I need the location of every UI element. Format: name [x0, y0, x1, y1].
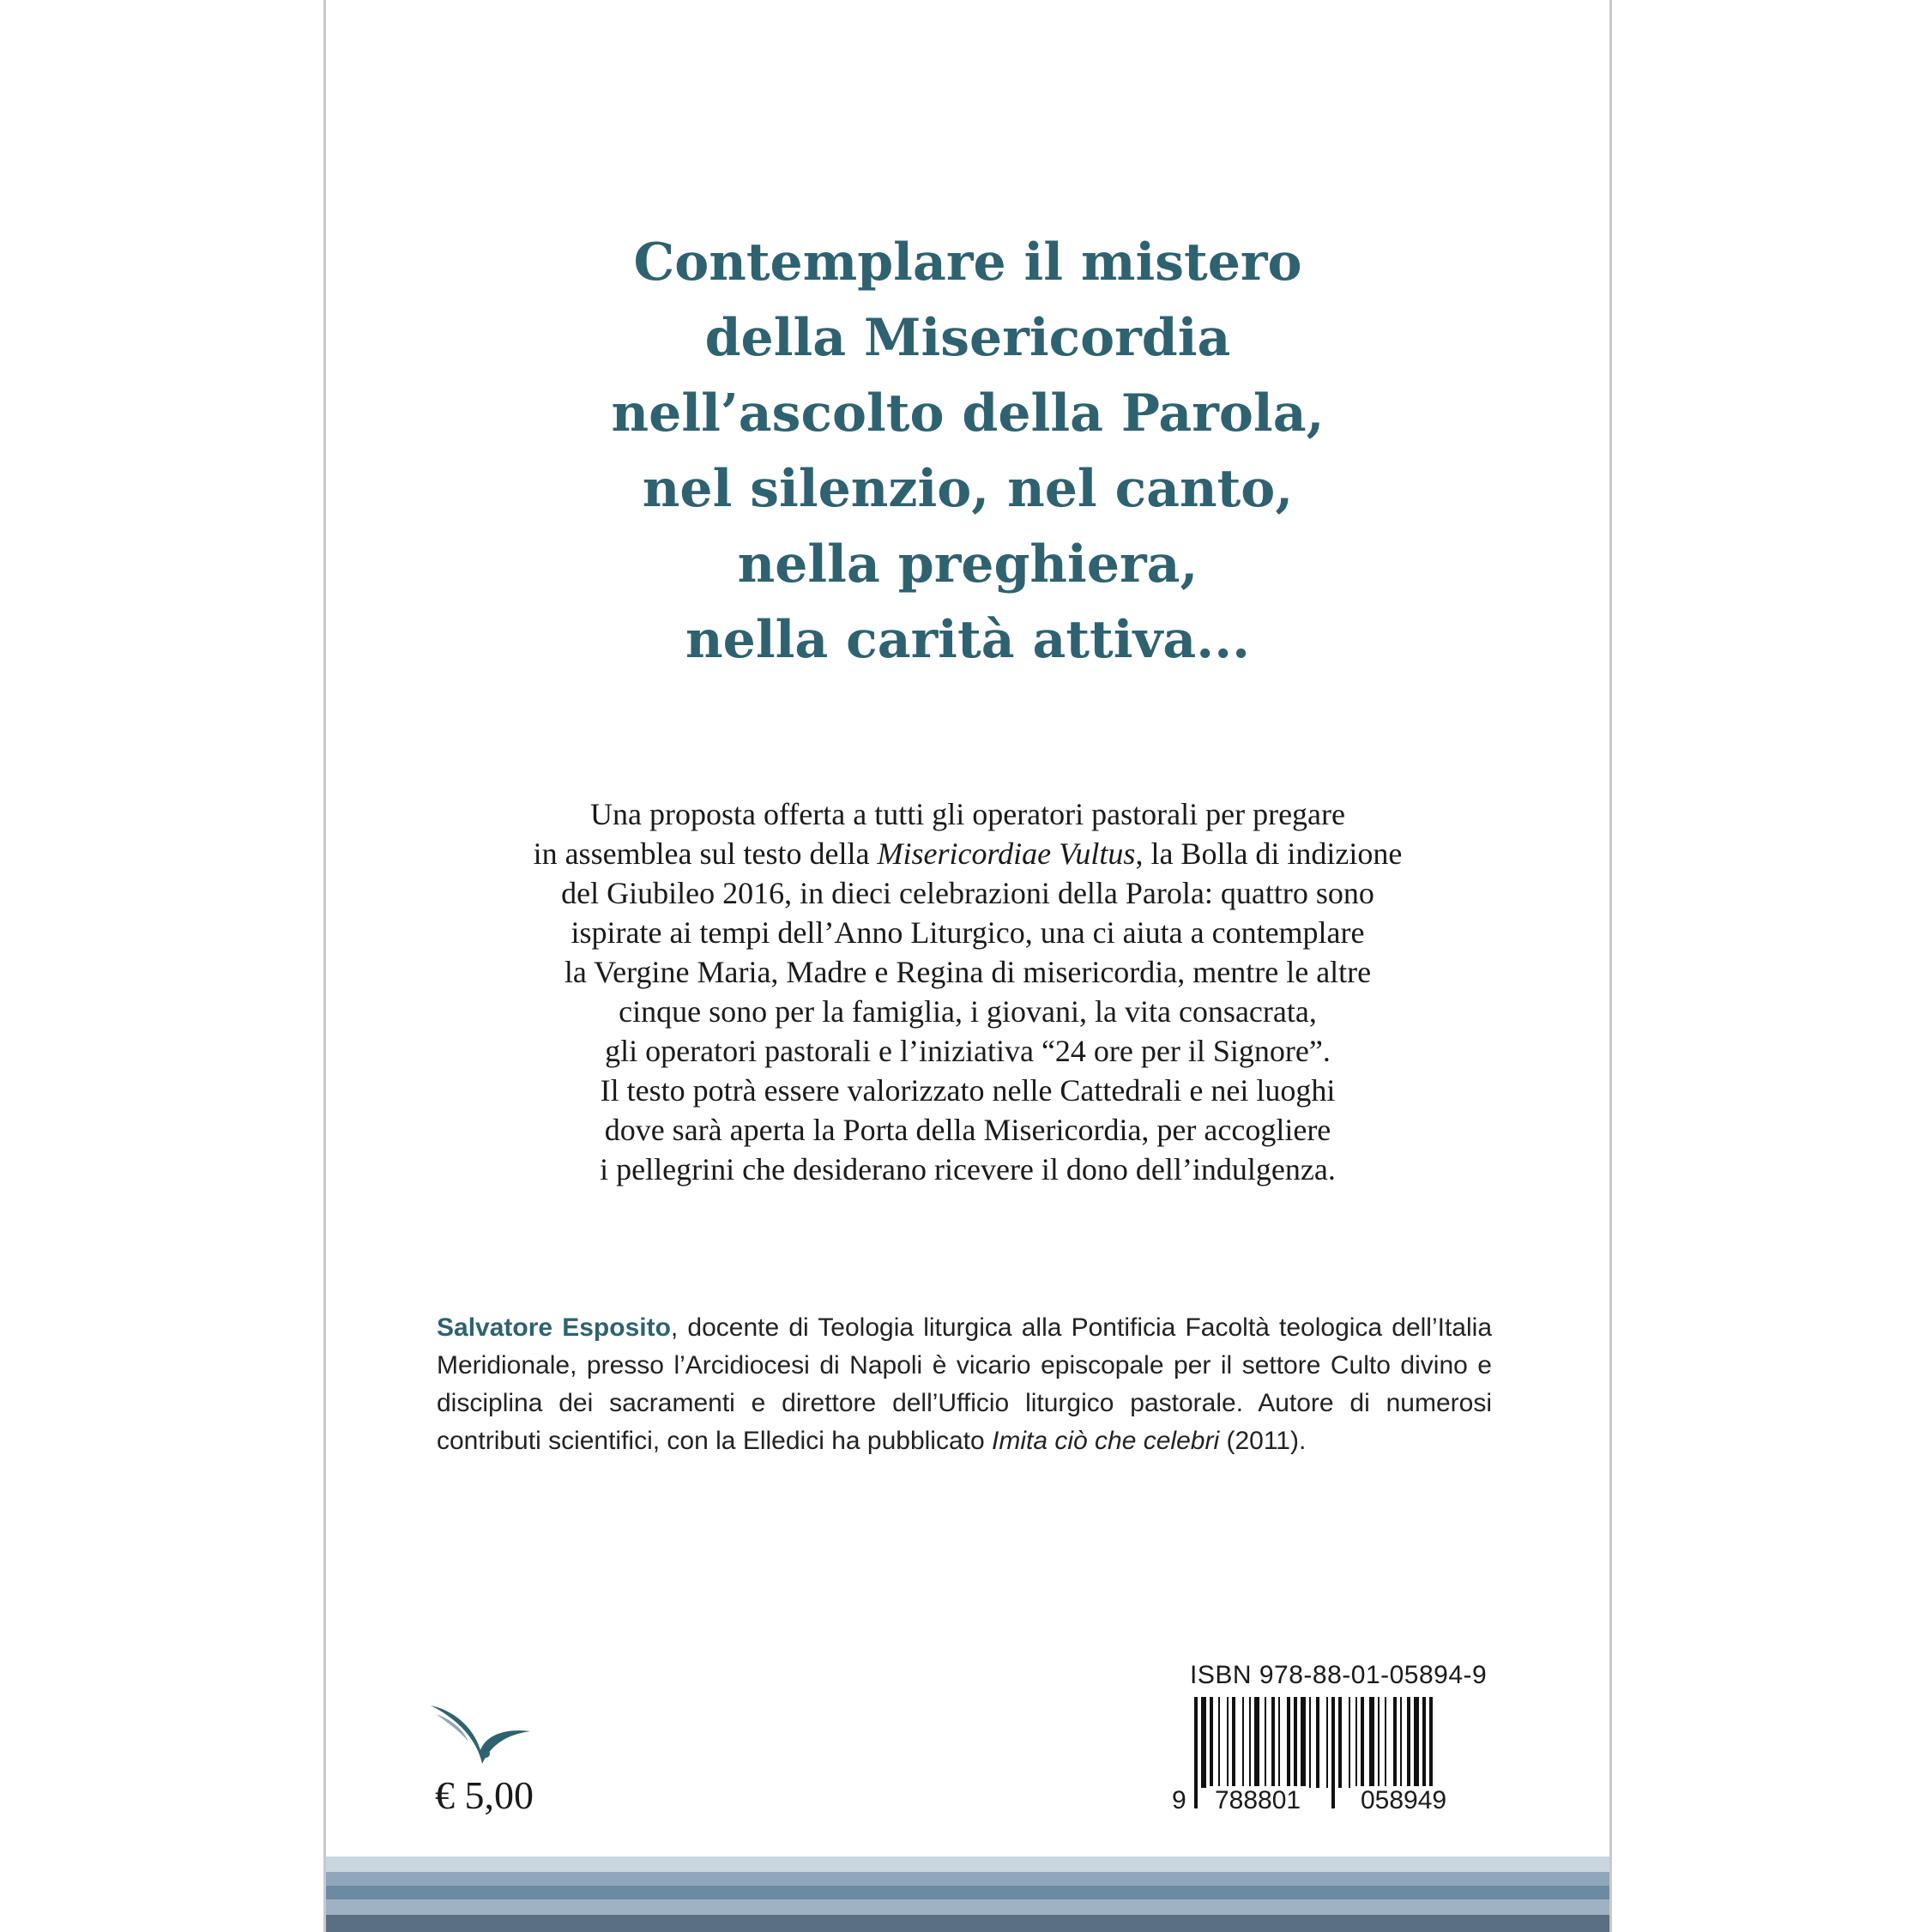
barcode-bar: [1301, 1697, 1306, 1788]
barcode-bar: [1407, 1697, 1410, 1788]
barcode-bar: [1254, 1697, 1259, 1788]
barcode-bar: [1355, 1697, 1357, 1788]
price: € 5,00: [435, 1773, 534, 1817]
stripe: [326, 1872, 1609, 1886]
author-bio-text: , docente di Teologia liturgica alla Pontificia Facoltà teologica dell’Italia Meridionale, presso l’Arcidiocesi di Napoli è vicario episcopale per il settore Culto divino e disciplina dei sacramenti e direttore dell’Ufficio liturgico pastorale. Autore di numerosi contributi scientifici, con la Elledici ha pubblicato: [437, 1313, 1493, 1455]
stripe: [326, 1915, 1609, 1932]
blurb-line: del Giubileo 2016, in dieci celebrazioni della Parola: quattro sono: [561, 876, 1374, 910]
blurb-line: ispirate ai tempi dell’Anno Liturgico, una ci aiuta a contemplare: [571, 915, 1365, 950]
barcode-bar: [1232, 1697, 1235, 1788]
book-back-cover: [323, 0, 1612, 1932]
barcode-bar: [1210, 1697, 1213, 1788]
stripe: [326, 1899, 1609, 1915]
headline-line: nel silenzio, nel canto,: [642, 459, 1294, 519]
headline-line: Contemplare il mistero: [633, 232, 1302, 293]
barcode-bar: [1422, 1697, 1426, 1788]
author-name: Salvatore Esposito: [437, 1313, 671, 1342]
barcode-bar: [1242, 1697, 1244, 1788]
barcode-digits: [1167, 1786, 1510, 1820]
author-book-title: Imita ciò che celebri: [992, 1427, 1220, 1455]
headline-line: nella preghiera,: [737, 534, 1198, 595]
blurb-line: gli operatori pastorali e l’iniziativa “24 ore per il Signore”.: [605, 1034, 1331, 1068]
author-bio-text: (2011).: [1219, 1427, 1307, 1455]
barcode-digits-right: 058949: [1355, 1786, 1452, 1815]
barcode-bar: [1271, 1697, 1275, 1788]
author-bio: [437, 1309, 1492, 1460]
barcode-bar: [1294, 1697, 1297, 1788]
barcode-bar: [1316, 1697, 1319, 1788]
blurb-italic-title: Misericordiae Vultus: [877, 836, 1136, 871]
isbn-label: ISBN 978-88-01-05894-9: [1190, 1661, 1488, 1689]
barcode-bar: [1249, 1697, 1251, 1788]
barcode-bar: [1338, 1697, 1342, 1788]
blurb-line: cinque sono per la famiglia, i giovani, la vita consacrata,: [619, 994, 1317, 1029]
blurb-line: i pellegrini che desiderano ricevere il dono dell’indulgenza.: [600, 1152, 1336, 1186]
barcode-bar: [1393, 1697, 1397, 1788]
barcode-bar: [1278, 1697, 1280, 1788]
stripe: [326, 1857, 1609, 1872]
blurb-text: , la Bolla di indizione: [1135, 836, 1403, 871]
barcode-bar: [1326, 1697, 1328, 1788]
blurb-line: Il testo potrà essere valorizzato nelle Cattedrali e nei luoghi: [600, 1073, 1336, 1108]
decorative-stripes: [326, 1857, 1609, 1932]
barcode-bar: [1369, 1697, 1374, 1788]
barcode-bar: [1287, 1697, 1290, 1788]
headline-line: nella carità attiva...: [685, 610, 1250, 670]
barcode-bar: [1400, 1697, 1402, 1788]
blurb-line: dove sarà aperta la Porta della Misericordia, per accogliere: [604, 1113, 1331, 1147]
barcode-bar: [1361, 1697, 1364, 1788]
barcode-bar: [1429, 1697, 1433, 1788]
barcode-bar: [1265, 1697, 1266, 1788]
barcode-bar: [1378, 1697, 1380, 1788]
barcode-bar: [1227, 1697, 1229, 1788]
barcode-bar: [1201, 1697, 1206, 1788]
blurb-line: la Vergine Maria, Madre e Regina di misericordia, mentre le altre: [564, 955, 1372, 989]
blurb-line: [326, 834, 1609, 873]
barcode-digit-first: 9: [1167, 1786, 1192, 1815]
barcode-bar: [1349, 1697, 1350, 1788]
headline-line: nell’ascolto della Parola,: [611, 383, 1325, 444]
blurb-line: Una proposta offerta a tutti gli operatori pastorali per pregare: [590, 797, 1345, 831]
barcode-bar: [1414, 1697, 1419, 1788]
barcode-digits-left: 788801: [1210, 1786, 1306, 1815]
description-blurb: [326, 794, 1609, 1189]
headline-line: della Misericordia: [704, 308, 1231, 368]
stripe: [326, 1886, 1609, 1899]
headline: [326, 225, 1609, 678]
barcode-bar: [1309, 1697, 1311, 1788]
swallow-bird-logo-icon: [429, 1702, 532, 1767]
barcode-bar: [1385, 1697, 1386, 1788]
barcode-bar: [1218, 1697, 1220, 1788]
blurb-text: in assemblea sul testo della: [533, 836, 878, 871]
